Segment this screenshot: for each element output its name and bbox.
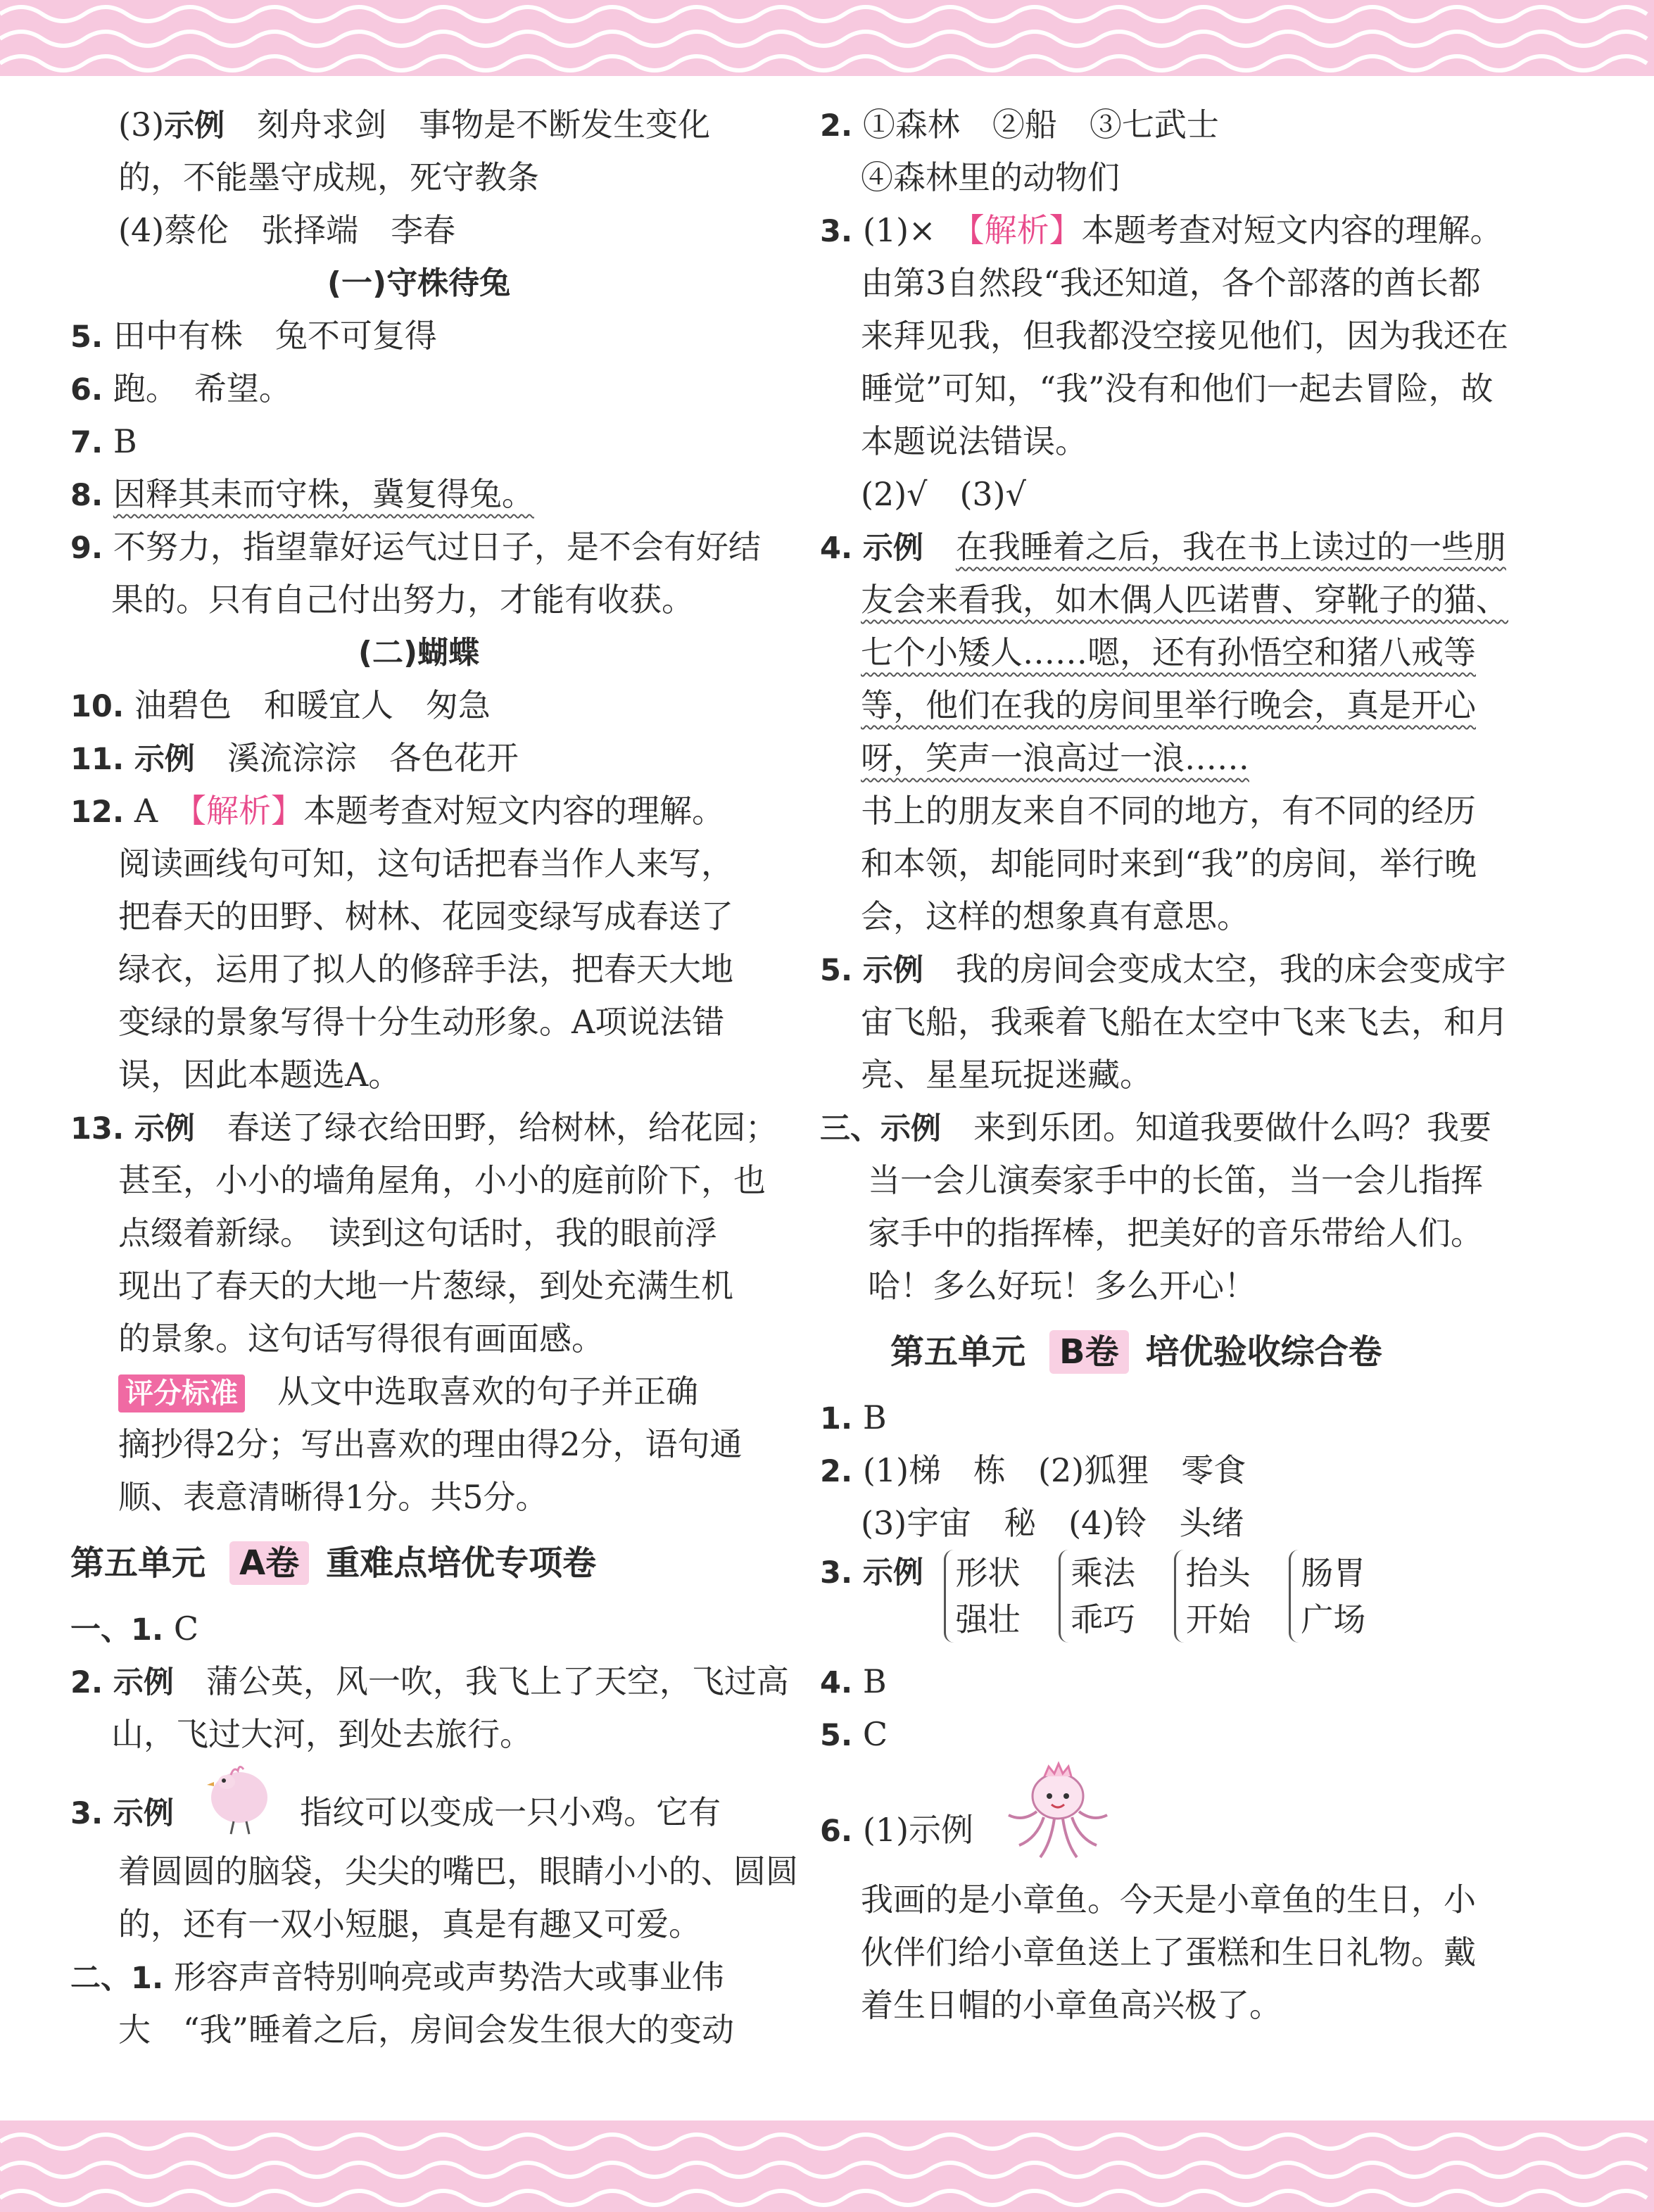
answer-text: 和本领，却能同时来到“我”的房间，举行晚 <box>861 845 1477 883</box>
answer-text: (1)梯 栋 (2)狐狸 零食 <box>862 1451 1246 1489</box>
item-number: 2. <box>820 108 853 144</box>
answer-choice: A <box>134 792 158 830</box>
analysis-text: 阅读画线句可知，这句话把春当作人来写， <box>118 845 733 883</box>
example-label: 示例 <box>134 742 195 777</box>
answer-text: (3)宇宙 秘 (4)铃 头绪 <box>861 1504 1244 1542</box>
word-pair <box>1289 1550 1365 1643</box>
answer-text: 现出了春天的大地一片葱绿，到处充满生机 <box>118 1267 733 1305</box>
scoring-text: 摘抄得2分；写出喜欢的理由得2分，语句通 <box>118 1425 743 1463</box>
section-heading: (一)守株待兔 <box>327 265 511 301</box>
item-number: 9. <box>70 531 103 566</box>
bottom-wave-border <box>0 2121 1654 2212</box>
item-number: 8. <box>70 478 103 513</box>
answer-text: 果的。只有自己付出努力，才能有收获。 <box>111 581 694 619</box>
answer-text: B <box>862 1662 887 1700</box>
answer-text: 油碧色 和暖宜人 匆急 <box>134 686 491 724</box>
unit-title: 培优验收综合卷 <box>1145 1332 1382 1372</box>
left-column <box>70 99 798 2056</box>
word: 肠胃 <box>1301 1554 1366 1592</box>
answer-text: 宙飞船，我乘着飞船在太空中飞来飞去，和月 <box>861 1003 1508 1041</box>
item-number: 4. <box>820 1665 853 1700</box>
word-pair <box>1059 1550 1135 1643</box>
answer-text: 指纹可以变成一只小鸡。它有 <box>300 1793 721 1831</box>
answer-text: ④森林里的动物们 <box>861 158 1120 196</box>
item-number: 6. <box>820 1814 853 1849</box>
scoring-criteria-badge: 评分标准 <box>118 1374 245 1412</box>
underlined-answer: 友会来看我，如木偶人匹诺曹、穿靴子的猫、 <box>861 581 1508 619</box>
word: 广场 <box>1301 1600 1366 1638</box>
answer-text: 春送了绿衣给田野，给树林，给花园； <box>227 1108 778 1146</box>
answer-text: 形容声音特别响亮或声势浩大或事业伟 <box>173 1958 724 1996</box>
example-label: 示例 <box>113 1796 174 1831</box>
item-number: 6. <box>70 372 103 407</box>
underlined-answer: 因释其耒而守株，冀复得兔。 <box>113 475 534 513</box>
answer-text: 书上的朋友来自不同的地方，有不同的经历 <box>861 792 1476 830</box>
item-number: 三、 <box>820 1111 880 1146</box>
answer-text: 大 “我”睡着之后，房间会发生很大的变动 <box>118 2011 735 2049</box>
answer-text: 我的房间会变成太空，我的床会变成宇 <box>955 950 1506 988</box>
analysis-text: 来拜见我，但我都没空接见他们，因为我还在 <box>861 317 1508 355</box>
word: 抬头 <box>1185 1554 1251 1592</box>
answer-text: 着圆圆的脑袋，尖尖的嘴巴，眼睛小小的、圆圆 <box>118 1852 798 1890</box>
top-decorative-band <box>0 0 1654 76</box>
unit-label: 第五单元 <box>890 1332 1026 1372</box>
item-number: 10. <box>70 689 125 724</box>
item-number: 13. <box>70 1111 125 1146</box>
word: 乖巧 <box>1071 1600 1136 1638</box>
unit-heading-b <box>820 1313 1524 1391</box>
word: 强壮 <box>955 1600 1021 1638</box>
item-number: 一、1. <box>70 1612 164 1648</box>
analysis-text: 误，因此本题选A。 <box>118 1056 401 1094</box>
answer-text: (1)示例 <box>862 1811 974 1849</box>
answer-text: 哈！多么好玩！多么开心！ <box>868 1267 1256 1305</box>
answer-text: 甚至，小小的墙角屋角，小小的庭前阶下，也 <box>118 1161 766 1199</box>
answer-text: C <box>862 1715 888 1753</box>
word-pair <box>1174 1550 1251 1643</box>
analysis-tag: 【解析】 <box>968 211 1082 249</box>
answer-text: (4)蔡伦 张择端 李春 <box>118 211 456 249</box>
answer-text: (2)√ (3)√ <box>861 475 1026 513</box>
underlined-answer: 七个小矮人……嗯，还有孙悟空和猪八戒等 <box>861 633 1476 671</box>
bottom-decorative-band <box>0 2121 1654 2212</box>
analysis-text: 本题考查对短文内容的理解。 <box>1081 211 1503 249</box>
item-number: 3. <box>70 1796 103 1831</box>
item-number: 7. <box>70 425 103 460</box>
section-heading: (二)蝴蝶 <box>358 635 480 671</box>
example-label: 示例 <box>134 1111 195 1146</box>
paper-badge: A卷 <box>229 1541 309 1585</box>
answer-text: 来到乐团。知道我要做什么吗？我要 <box>973 1108 1491 1146</box>
answer-text: ①森林 ②船 ③七武士 <box>862 106 1219 144</box>
item-number: 5. <box>820 953 853 988</box>
answer-text: 伙伴们给小章鱼送上了蛋糕和生日礼物。戴 <box>861 1933 1476 1971</box>
answer-text: 刻舟求剑 事物是不断发生变化 <box>257 106 711 144</box>
analysis-text: 变绿的景象写得十分生动形象。A项说法错 <box>118 1003 725 1041</box>
analysis-tag: 【解析】 <box>190 792 304 830</box>
item-number: 3. <box>820 214 853 249</box>
answer-text: C <box>173 1610 199 1648</box>
answer-text: 跑。 希望。 <box>113 369 291 407</box>
item-number: 12. <box>70 795 125 830</box>
answer-text: 着生日帽的小章鱼高兴极了。 <box>861 1986 1282 2024</box>
answer-text: 的景象。这句话写得很有画面感。 <box>118 1320 604 1358</box>
word-pair <box>944 1550 1021 1643</box>
analysis-text: 睡觉”可知，“我”没有和他们一起去冒险，故 <box>861 369 1494 407</box>
answer-text: B <box>113 422 137 460</box>
answer-text: B <box>862 1398 887 1436</box>
example-label: 示例 <box>862 1555 923 1591</box>
paper-badge: B卷 <box>1049 1330 1129 1374</box>
item-number: 2. <box>70 1665 103 1700</box>
item-number: 二、1. <box>70 1961 164 1996</box>
example-label: 示例 <box>880 1111 941 1146</box>
item-number: 11. <box>70 742 125 777</box>
answer-text: 的，还有一双小短腿，真是有趣又可爱。 <box>118 1905 701 1943</box>
word: 乘法 <box>1071 1554 1136 1592</box>
item-number: 3. <box>820 1555 853 1591</box>
word: 开始 <box>1185 1600 1251 1638</box>
example-label: 示例 <box>862 953 923 988</box>
answer-text: 的，不能墨守成规，死守教条 <box>118 158 539 196</box>
answer-text: 我画的是小章鱼。今天是小章鱼的生日，小 <box>861 1881 1476 1919</box>
word: 形状 <box>955 1554 1021 1592</box>
answer-text: 会，这样的想象真有意思。 <box>861 897 1249 935</box>
underlined-answer: 呀，笑声一浪高过一浪…… <box>861 739 1249 777</box>
answer-text: 蒲公英，风一吹，我飞上了天空，飞过高 <box>206 1662 789 1700</box>
analysis-text: 本题说法错误。 <box>861 422 1087 460</box>
example-label: 示例 <box>862 531 923 566</box>
answer-text: 当一会儿演奏家手中的长笛，当一会儿指挥 <box>868 1161 1483 1199</box>
example-label: 示例 <box>113 1665 174 1700</box>
item-number: 5. <box>70 320 103 355</box>
answer-choice: (1)× <box>862 211 936 249</box>
unit-title: 重难点培优专项卷 <box>326 1543 597 1583</box>
unit-label: 第五单元 <box>70 1543 206 1583</box>
scoring-text: 顺、表意清晰得1分。共5分。 <box>118 1478 548 1516</box>
word-pairs-row <box>820 1550 1524 1655</box>
scoring-text: 从文中选取喜欢的句子并正确 <box>277 1372 698 1410</box>
item-number: (3) <box>118 106 165 144</box>
answer-text: 田中有株 兔不可复得 <box>113 317 437 355</box>
unit-heading-a <box>70 1524 767 1603</box>
answer-text: 亮、星星玩捉迷藏。 <box>861 1056 1152 1094</box>
item-number: 2. <box>820 1454 853 1489</box>
answer-text: 不努力，指望靠好运气过日子，是不会有好结 <box>113 528 761 566</box>
answer-text: 点缀着新绿。 读到这句话时，我的眼前浮 <box>118 1214 717 1252</box>
item-number: 4. <box>820 531 853 566</box>
answer-text: 山，飞过大河，到处去旅行。 <box>111 1715 532 1753</box>
top-wave-border <box>0 0 1654 76</box>
underlined-answer: 等，他们在我的房间里举行晚会，真是开心 <box>861 686 1476 724</box>
answer-text: 家手中的指挥棒，把美好的音乐带给人们。 <box>868 1214 1483 1252</box>
underlined-answer: 在我睡着之后，我在书上读过的一些朋 <box>955 528 1506 566</box>
item-number: 5. <box>820 1718 853 1753</box>
analysis-text: 由第3自然段“我还知道，各个部落的酋长都 <box>861 264 1481 302</box>
analysis-text: 把春天的田野、树林、花园变绿写成春送了 <box>118 897 733 935</box>
analysis-text: 绿衣，运用了拟人的修辞手法，把春天大地 <box>118 950 733 988</box>
answer-text: 溪流淙淙 各色花开 <box>227 739 519 777</box>
right-column <box>820 99 1524 2032</box>
example-label: 示例 <box>164 108 225 144</box>
item-number: 1. <box>820 1401 853 1436</box>
analysis-text: 本题考查对短文内容的理解。 <box>303 792 725 830</box>
